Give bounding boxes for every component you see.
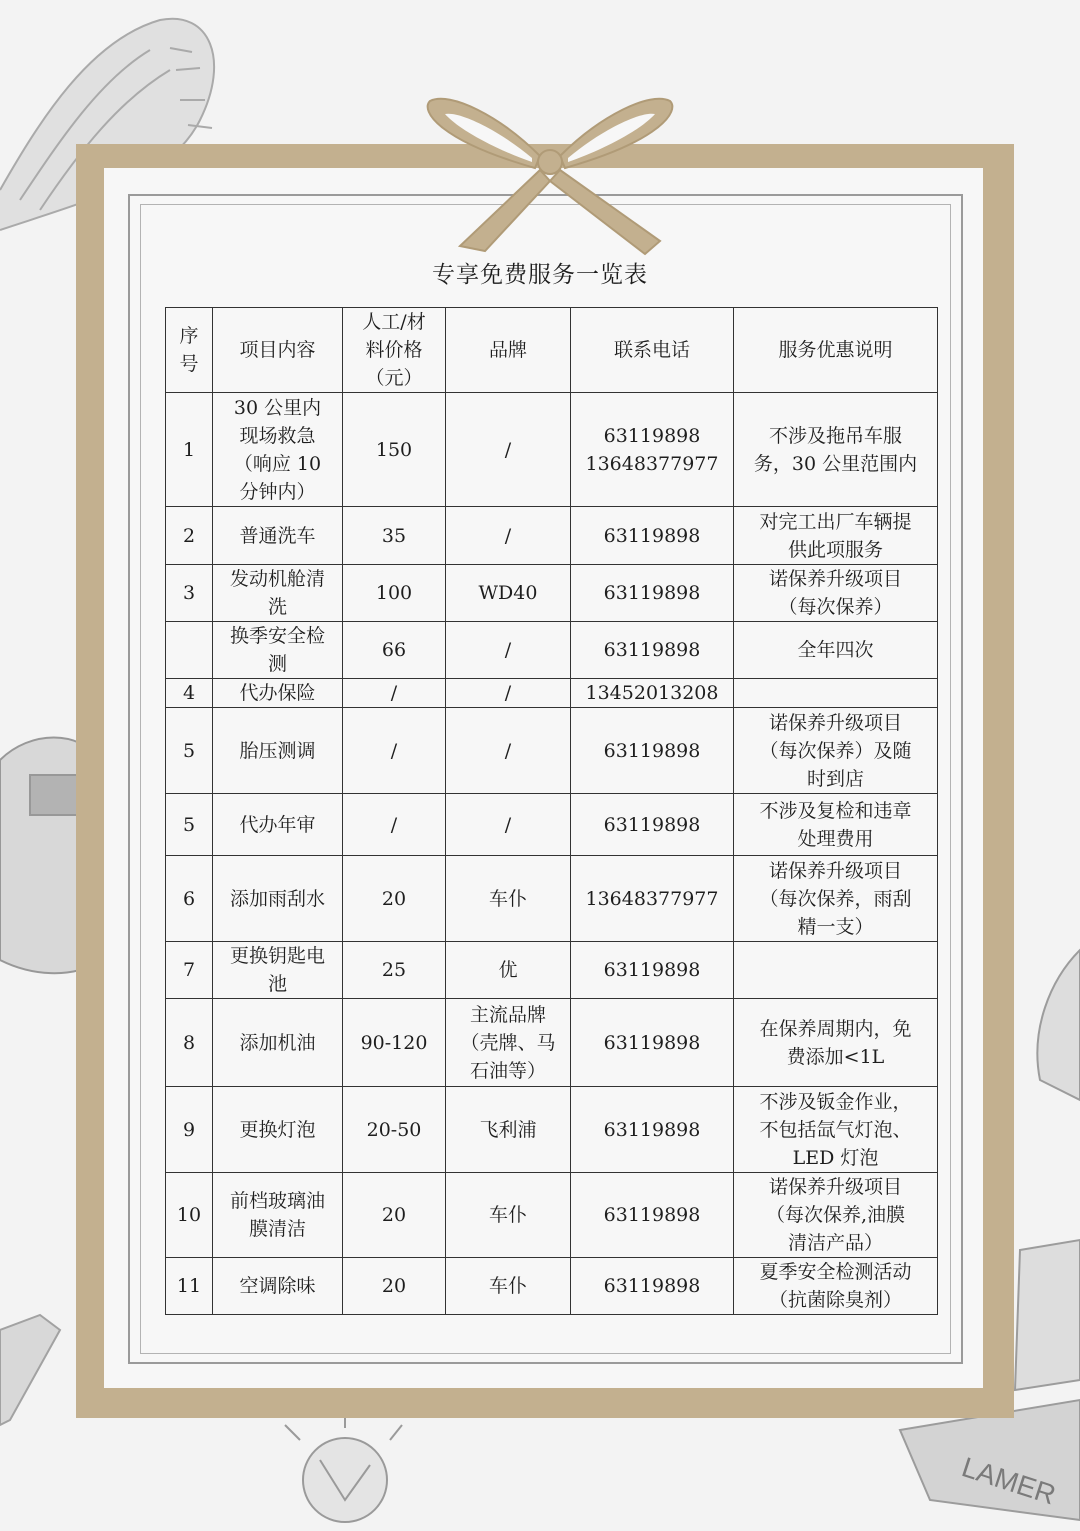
cell-description: 对完工出厂车辆提 供此项服务 — [734, 507, 938, 565]
cell-phone: 63119898 — [571, 794, 734, 856]
cell-brand: 车仆 — [446, 1173, 571, 1258]
cell-index: 10 — [166, 1173, 213, 1258]
cell-phone: 63119898 — [571, 507, 734, 565]
cell-index: 6 — [166, 856, 213, 942]
table-row — [166, 622, 938, 679]
cell-item: 30 公里内 现场救急 （响应 10 分钟内） — [213, 393, 343, 507]
cell-brand: / — [446, 794, 571, 856]
cell-brand: / — [446, 393, 571, 507]
cell-phone: 63119898 — [571, 708, 734, 794]
header-description: 服务优惠说明 — [734, 308, 938, 393]
cell-description: 诺保养升级项目 （每次保养） — [734, 565, 938, 622]
cell-price: / — [343, 708, 446, 794]
cell-description: 在保养周期内，免 费添加<1L — [734, 999, 938, 1087]
cell-phone: 63119898 — [571, 1258, 734, 1315]
cell-price: 90-120 — [343, 999, 446, 1087]
header-brand: 品牌 — [446, 308, 571, 393]
page-title: 专享免费服务一览表 — [432, 262, 648, 288]
cell-price: 35 — [343, 507, 446, 565]
cell-description — [734, 942, 938, 999]
cell-brand: / — [446, 679, 571, 708]
header-item: 项目内容 — [213, 308, 343, 393]
cell-index: 5 — [166, 794, 213, 856]
ribbon-bow-icon — [400, 86, 700, 266]
cell-price: / — [343, 679, 446, 708]
cell-phone: 63119898 — [571, 1087, 734, 1173]
cell-item: 前档玻璃油 膜清洁 — [213, 1173, 343, 1258]
cell-phone: 63119898 — [571, 942, 734, 999]
cell-price: / — [343, 794, 446, 856]
cell-price: 66 — [343, 622, 446, 679]
cell-description — [734, 679, 938, 708]
cell-brand: 主流品牌 （壳牌、马 石油等） — [446, 999, 571, 1087]
table-body — [166, 393, 938, 1315]
table-row — [166, 393, 938, 507]
cell-item: 代办年审 — [213, 794, 343, 856]
cell-item: 换季安全检 测 — [213, 622, 343, 679]
cell-description: 夏季安全检测活动 （抗菌除臭剂） — [734, 1258, 938, 1315]
cell-phone: 63119898 — [571, 622, 734, 679]
cell-brand: 优 — [446, 942, 571, 999]
header-price: 人工/材 料价格 （元） — [343, 308, 446, 393]
header-index: 序 号 — [166, 308, 213, 393]
cell-brand: 飞利浦 — [446, 1087, 571, 1173]
table-row — [166, 679, 938, 708]
cell-index: 11 — [166, 1258, 213, 1315]
table-row — [166, 942, 938, 999]
cell-price: 100 — [343, 565, 446, 622]
cell-phone: 63119898 — [571, 1173, 734, 1258]
cell-brand: 车仆 — [446, 856, 571, 942]
cell-description: 诺保养升级项目 （每次保养）及随 时到店 — [734, 708, 938, 794]
table-row — [166, 1173, 938, 1258]
table-row — [166, 565, 938, 622]
cell-item: 添加雨刮水 — [213, 856, 343, 942]
table-row — [166, 999, 938, 1087]
cell-index — [166, 622, 213, 679]
cell-item: 普通洗车 — [213, 507, 343, 565]
cell-brand: 车仆 — [446, 1258, 571, 1315]
table-row — [166, 708, 938, 794]
cell-brand: / — [446, 708, 571, 794]
cell-index: 2 — [166, 507, 213, 565]
cell-item: 胎压测调 — [213, 708, 343, 794]
cell-price: 150 — [343, 393, 446, 507]
cell-item: 更换钥匙电 池 — [213, 942, 343, 999]
cell-index: 9 — [166, 1087, 213, 1173]
table-header-row — [166, 308, 938, 393]
cell-index: 7 — [166, 942, 213, 999]
cell-index: 1 — [166, 393, 213, 507]
service-table — [165, 307, 938, 1315]
cell-item: 发动机舱清 洗 — [213, 565, 343, 622]
cell-index: 3 — [166, 565, 213, 622]
lamer-sketch-text: LAMER — [958, 1451, 1060, 1511]
cell-description: 不涉及钣金作业， 不包括氙气灯泡、 LED 灯泡 — [734, 1087, 938, 1173]
cell-phone: 63119898 13648377977 — [571, 393, 734, 507]
cell-price: 20 — [343, 1258, 446, 1315]
cell-item: 添加机油 — [213, 999, 343, 1087]
cell-price: 20-50 — [343, 1087, 446, 1173]
table-row — [166, 794, 938, 856]
table-row — [166, 856, 938, 942]
cell-item: 代办保险 — [213, 679, 343, 708]
header-phone: 联系电话 — [571, 308, 734, 393]
cell-item: 更换灯泡 — [213, 1087, 343, 1173]
cell-price: 20 — [343, 1173, 446, 1258]
cell-description: 全年四次 — [734, 622, 938, 679]
cell-description: 诺保养升级项目 （每次保养,油膜 清洁产品） — [734, 1173, 938, 1258]
cell-phone: 13452013208 — [571, 679, 734, 708]
cell-price: 25 — [343, 942, 446, 999]
cell-description: 不涉及复检和违章 处理费用 — [734, 794, 938, 856]
cell-phone: 63119898 — [571, 999, 734, 1087]
cell-brand: / — [446, 507, 571, 565]
table-row — [166, 507, 938, 565]
cell-price: 20 — [343, 856, 446, 942]
cell-description: 不涉及拖吊车服 务，30 公里范围内 — [734, 393, 938, 507]
cell-description: 诺保养升级项目 （每次保养，雨刮 精一支） — [734, 856, 938, 942]
cell-index: 8 — [166, 999, 213, 1087]
cell-index: 4 — [166, 679, 213, 708]
cell-brand: WD40 — [446, 565, 571, 622]
cell-phone: 63119898 — [571, 565, 734, 622]
cell-brand: / — [446, 622, 571, 679]
table-row — [166, 1258, 938, 1315]
cell-index: 5 — [166, 708, 213, 794]
cell-phone: 13648377977 — [571, 856, 734, 942]
table-row — [166, 1087, 938, 1173]
cell-item: 空调除味 — [213, 1258, 343, 1315]
